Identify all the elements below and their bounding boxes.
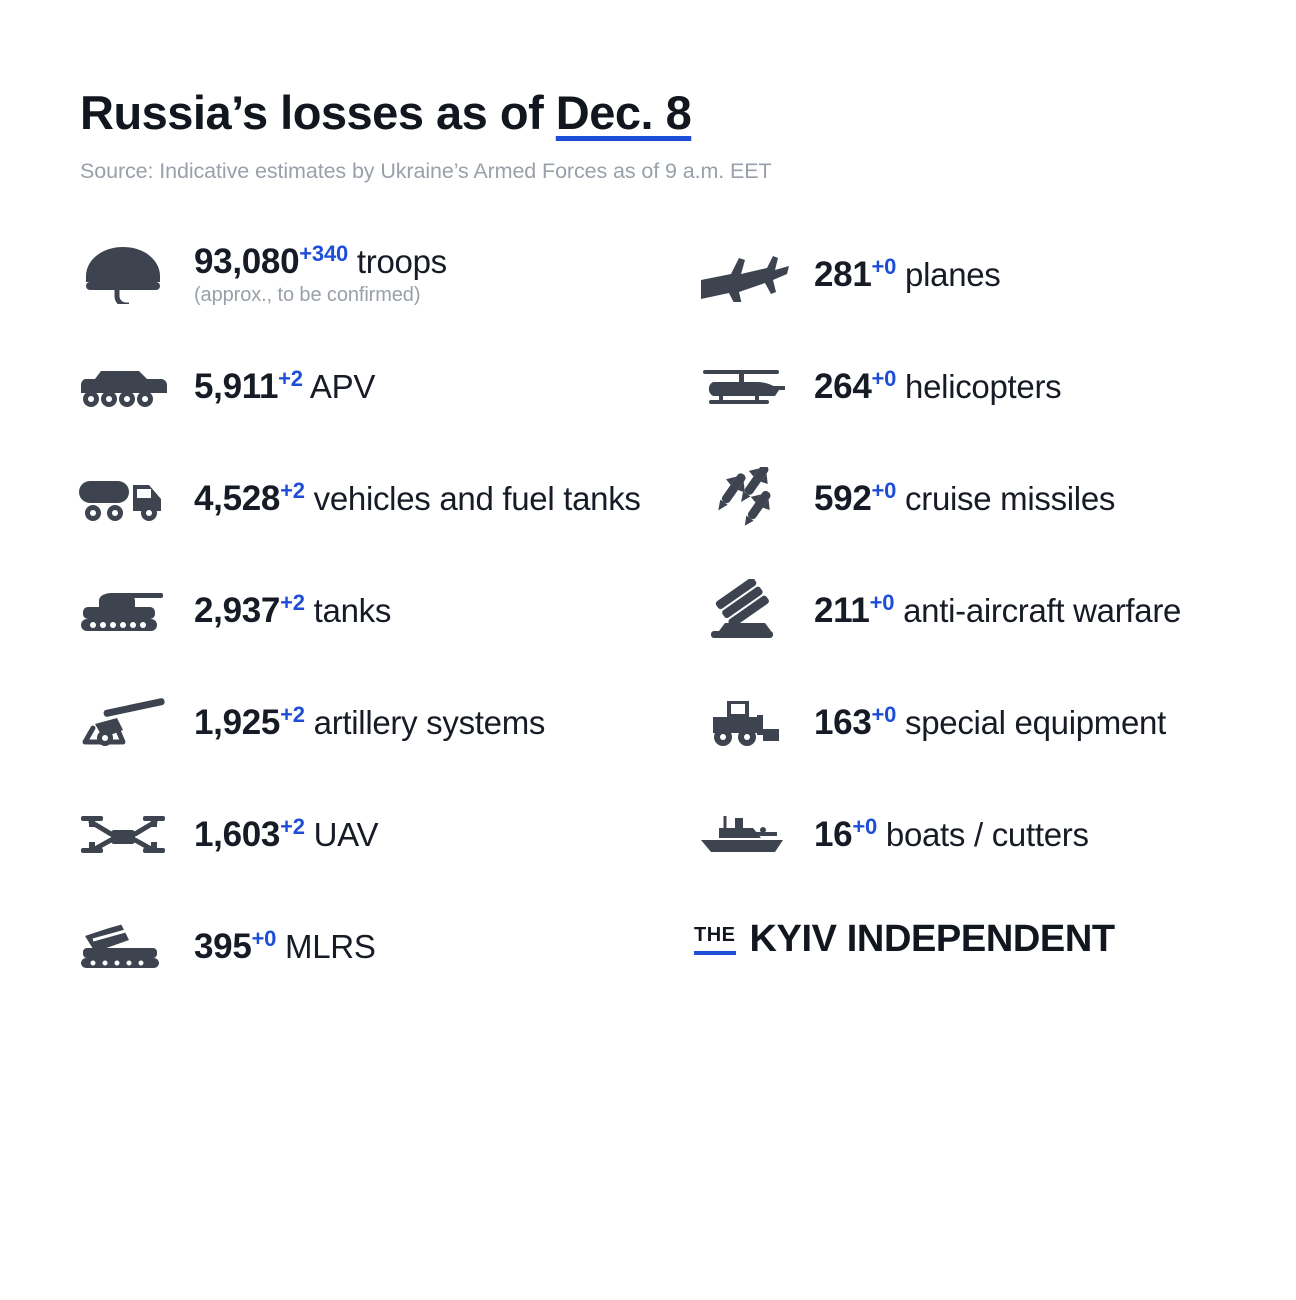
list-item	[690, 554, 1266, 666]
value: 16	[814, 814, 853, 854]
plane-icon	[690, 246, 796, 302]
list-item	[690, 666, 1266, 778]
helicopter-icon	[690, 360, 796, 412]
list-item	[70, 330, 690, 442]
label: helicopters	[896, 367, 1062, 405]
value: 211	[814, 590, 870, 630]
delta: +0	[871, 701, 897, 727]
delta: +2	[280, 813, 305, 839]
delta: +2	[278, 365, 303, 391]
value: 163	[814, 702, 872, 742]
list-item	[690, 778, 1266, 890]
value: 93,080	[194, 242, 300, 282]
list-item-text	[194, 590, 391, 631]
label: MLRS	[276, 927, 376, 965]
delta: +0	[871, 365, 897, 391]
kyiv-independent-logo	[690, 918, 1266, 961]
mlrs-icon	[70, 920, 176, 972]
losses-grid	[0, 218, 1296, 1002]
tank-icon	[70, 585, 176, 635]
list-item-text	[814, 366, 1061, 407]
special-equipment-icon	[690, 695, 796, 749]
title-date: Dec. 8	[555, 86, 692, 139]
header	[0, 0, 1296, 184]
losses-column-right	[690, 218, 1266, 1002]
label: artillery systems	[304, 703, 546, 741]
source-note: Source: Indicative estimates by Ukraine’s Armed Forces as of 9 a.m. EET	[80, 159, 772, 184]
delta: +0	[869, 589, 895, 615]
drone-icon	[70, 806, 176, 862]
delta: +0	[251, 925, 277, 951]
value: 4,528	[194, 478, 281, 518]
list-item-text	[194, 241, 447, 307]
label: UAV	[304, 815, 379, 853]
value: 1,925	[194, 702, 281, 742]
value: 5,911	[194, 366, 279, 406]
list-item-text	[814, 702, 1166, 743]
label: vehicles and fuel tanks	[304, 479, 641, 517]
label: tanks	[304, 591, 392, 629]
value: 264	[814, 366, 872, 406]
label: planes	[896, 255, 1001, 293]
label: anti-aircraft warfare	[894, 591, 1182, 629]
value: 281	[814, 254, 872, 294]
logo-name: KYIV INDEPENDENT	[749, 918, 1115, 961]
apv-icon	[70, 363, 176, 409]
fuel-truck-icon	[70, 471, 176, 525]
list-item	[70, 554, 690, 666]
list-item-text	[194, 926, 376, 967]
list-item-text	[194, 478, 641, 519]
list-item	[70, 666, 690, 778]
list-item-text	[194, 814, 378, 855]
list-item-text	[194, 702, 545, 743]
list-item-text	[814, 814, 1089, 855]
delta: +0	[871, 253, 897, 279]
label: cruise missiles	[896, 479, 1116, 517]
list-item	[70, 218, 690, 330]
list-item-text	[814, 254, 1001, 295]
label: APV	[302, 367, 376, 405]
list-item	[690, 442, 1266, 554]
list-item	[70, 442, 690, 554]
anti-aircraft-icon	[690, 579, 796, 641]
missile-icon	[690, 467, 796, 529]
value: 2,937	[194, 590, 281, 630]
list-item	[690, 330, 1266, 442]
delta: +2	[280, 701, 305, 727]
title-text: Russia’s losses as of	[80, 86, 556, 139]
boat-icon	[690, 810, 796, 858]
note: (approx., to be confirmed)	[194, 283, 421, 306]
list-item	[690, 218, 1266, 330]
delta: +2	[280, 477, 305, 503]
losses-column-left	[70, 218, 690, 1002]
value: 592	[814, 478, 872, 518]
list-item	[70, 890, 690, 1002]
label: special equipment	[896, 703, 1166, 741]
delta: +2	[280, 589, 305, 615]
page-title	[80, 88, 1216, 137]
value: 395	[194, 926, 252, 966]
label: troops	[348, 243, 447, 281]
delta: +0	[871, 477, 897, 503]
helmet-icon	[70, 244, 176, 304]
list-item-text	[814, 590, 1181, 631]
logo-the: THE	[694, 924, 736, 955]
list-item-text	[814, 478, 1115, 519]
delta: +340	[299, 241, 349, 267]
list-item-text	[194, 366, 375, 407]
label: boats / cutters	[877, 815, 1089, 853]
list-item	[70, 778, 690, 890]
value: 1,603	[194, 814, 281, 854]
artillery-icon	[70, 694, 176, 750]
delta: +0	[852, 813, 878, 839]
